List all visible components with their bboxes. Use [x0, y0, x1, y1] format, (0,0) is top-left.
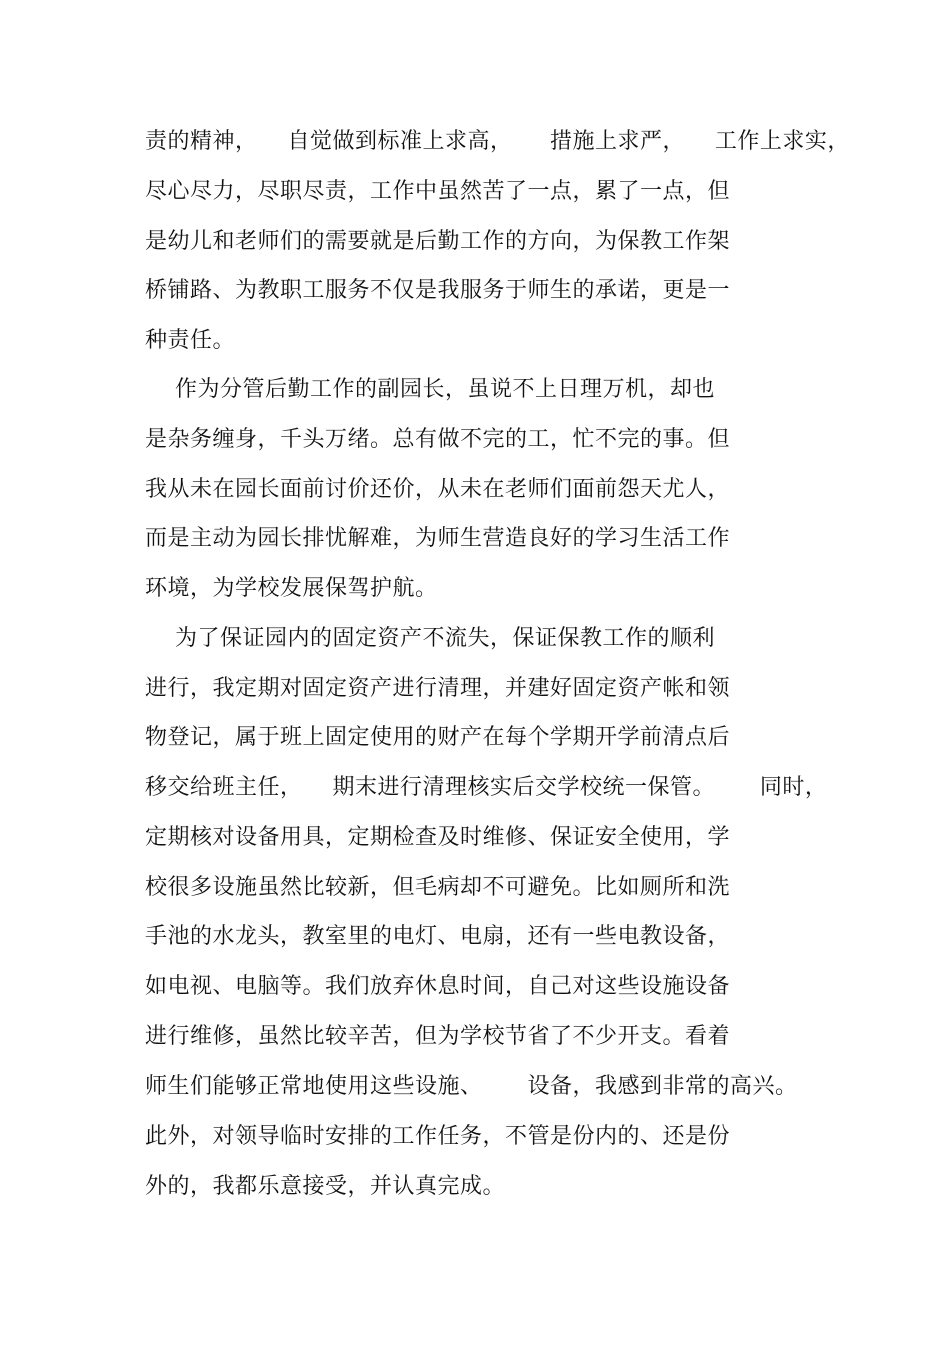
text-line: 桥铺路、为教职工服务不仅是我服务于师生的承诺，更是一: [145, 278, 731, 303]
text-line: 移交给班主任， 期末进行清理核实后交学校统一保管。 同时，: [145, 775, 828, 800]
text-line: 物登记，属于班上固定使用的财产在每个学期开学前清点后: [145, 725, 731, 750]
text-line: 我从未在园长面前讨价还价，从未在老师们面前怨天尤人，: [145, 477, 731, 502]
text-line: 手池的水龙头，教室里的电灯、电扇，还有一些电教设备，: [145, 924, 731, 949]
text-line: 作为分管后勤工作的副园长，虽说不上日理万机，却也: [145, 377, 715, 402]
text-line: 是幼儿和老师们的需要就是后勤工作的方向，为保教工作架: [145, 229, 731, 254]
text-line: 是杂务缠身，千头万绪。总有做不完的工，忙不完的事。但: [145, 427, 731, 452]
text-line: 外的，我都乐意接受，并认真完成。: [145, 1174, 506, 1199]
text-line: 师生们能够正常地使用这些设施、 设备，我感到非常的高兴。: [145, 1074, 798, 1099]
text-line: 责的精神， 自觉做到标准上求高， 措施上求严， 工作上求实，: [145, 129, 850, 154]
text-line: 而是主动为园长排忧解难，为师生营造良好的学习生活工作: [145, 526, 731, 551]
text-line: 进行，我定期对固定资产进行清理，并建好固定资产帐和领: [145, 676, 731, 701]
text-line: 进行维修，虽然比较辛苦，但为学校节省了不少开支。看着: [145, 1024, 731, 1049]
text-line: 种责任。: [145, 328, 236, 353]
text-line: 校很多设施虽然比较新，但毛病却不可避免。比如厕所和洗: [145, 875, 731, 900]
text-line: 此外，对领导临时安排的工作任务，不管是份内的、还是份: [145, 1124, 731, 1149]
text-line: 如电视、电脑等。我们放弃休息时间，自己对这些设施设备: [145, 974, 731, 999]
text-line: 尽心尽力，尽职尽责，工作中虽然苦了一点，累了一点，但: [145, 179, 731, 204]
text-line: 为了保证园内的固定资产不流失，保证保教工作的顺利: [145, 626, 715, 651]
text-line: 环境，为学校发展保驾护航。: [145, 576, 438, 601]
text-line: 定期核对设备用具，定期检查及时维修、保证安全使用，学: [145, 825, 731, 850]
